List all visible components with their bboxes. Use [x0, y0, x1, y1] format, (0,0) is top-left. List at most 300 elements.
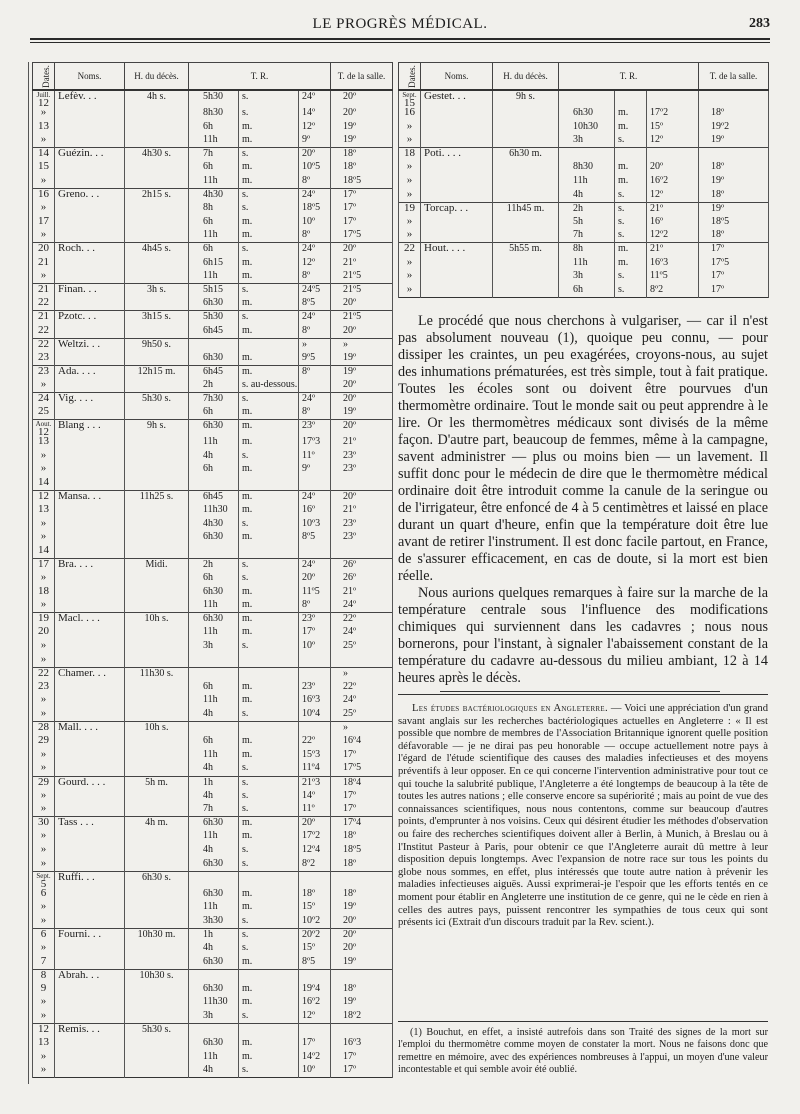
row-death-hour — [125, 257, 189, 271]
row-period: s. — [239, 392, 299, 406]
row-reading-time — [559, 148, 615, 162]
table-row — [33, 229, 393, 243]
row-period: s. — [239, 1010, 299, 1024]
row-period: m. — [239, 161, 299, 175]
row-death-hour — [125, 134, 189, 148]
row-date: 24 — [33, 392, 55, 406]
row-death-hour: 9h50 s. — [125, 338, 189, 352]
row-rectal-temp: 8º — [299, 365, 331, 379]
table-row — [33, 392, 393, 406]
row-reading-time: 6h30 — [189, 531, 239, 545]
row-reading-time: 2h — [559, 202, 615, 216]
row-death-hour — [125, 572, 189, 586]
row-room-temp: 17º — [699, 270, 769, 284]
row-reading-time: 11h30 — [189, 504, 239, 518]
row-death-hour: 11h25 s. — [125, 491, 189, 505]
table-row — [33, 830, 393, 844]
row-name: Tass . . . — [55, 817, 125, 831]
row-rectal-temp: 10º3 — [299, 518, 331, 532]
table-row — [33, 1064, 393, 1078]
row-period: m. — [615, 107, 647, 121]
table-row — [399, 243, 769, 257]
row-room-temp: 17º — [331, 202, 393, 216]
table-row — [33, 365, 393, 379]
row-death-hour — [493, 161, 559, 175]
row-date: » — [33, 229, 55, 243]
row-death-hour — [125, 531, 189, 545]
row-date: » — [33, 790, 55, 804]
row-date: 13 — [33, 504, 55, 518]
table-row — [33, 90, 393, 107]
row-room-temp: 18º — [331, 161, 393, 175]
row-period: s. au-dessous. — [239, 379, 299, 393]
row-date: 23 — [33, 352, 55, 366]
row-period: s. — [615, 284, 647, 298]
table-row — [33, 1010, 393, 1024]
row-death-hour: 10h30 m. — [125, 928, 189, 942]
row-day: 12 — [38, 426, 49, 437]
row-reading-time — [559, 90, 615, 107]
row-room-temp: 20º — [331, 928, 393, 942]
row-name — [55, 572, 125, 586]
row-name — [55, 830, 125, 844]
row-name — [55, 257, 125, 271]
table-row — [33, 762, 393, 776]
row-name — [55, 121, 125, 135]
table-row — [33, 586, 393, 600]
row-rectal-temp — [299, 667, 331, 681]
row-period: m. — [239, 586, 299, 600]
row-rectal-temp: 15º — [299, 942, 331, 956]
section-divider — [398, 694, 768, 695]
row-date: » — [399, 161, 421, 175]
row-period: m. — [239, 270, 299, 284]
row-death-hour — [493, 107, 559, 121]
row-date: 18 — [399, 148, 421, 162]
row-rectal-temp: 10º — [299, 1064, 331, 1078]
row-period: s. — [239, 776, 299, 790]
table-row — [33, 518, 393, 532]
row-room-temp: 17º — [699, 284, 769, 298]
row-name — [55, 229, 125, 243]
row-rectal-temp: » — [299, 338, 331, 352]
row-date: » — [33, 202, 55, 216]
row-death-hour — [125, 586, 189, 600]
row-reading-time: 6h30 — [559, 107, 615, 121]
row-death-hour — [125, 956, 189, 970]
row-rectal-temp: 12º — [299, 257, 331, 271]
row-period: s. — [239, 1064, 299, 1078]
row-death-hour: 5h55 m. — [493, 243, 559, 257]
row-name: Blang . . . — [55, 420, 125, 437]
table-row — [33, 888, 393, 902]
row-room-temp: 18º5 — [331, 844, 393, 858]
row-date: 21 — [33, 284, 55, 298]
row-date: 25 — [33, 406, 55, 420]
row-name: Pzotc. . . — [55, 311, 125, 325]
row-name — [55, 161, 125, 175]
row-name — [55, 858, 125, 872]
row-reading-time — [189, 545, 239, 559]
row-reading-time: 6h30 — [189, 420, 239, 437]
row-rectal-temp: 16º3 — [647, 257, 699, 271]
row-period: m. — [239, 406, 299, 420]
row-rectal-temp: 9º — [299, 134, 331, 148]
row-reading-time: 6h — [189, 406, 239, 420]
row-period: m. — [615, 175, 647, 189]
row-period: s. — [615, 270, 647, 284]
row-room-temp: 21º — [331, 504, 393, 518]
row-death-hour: 10h s. — [125, 613, 189, 627]
row-reading-time: 6h — [189, 121, 239, 135]
table-row — [33, 640, 393, 654]
row-rectal-temp — [299, 1024, 331, 1038]
row-death-hour: 10h30 s. — [125, 969, 189, 983]
row-date: 15 — [33, 161, 55, 175]
table-header-row — [33, 63, 393, 91]
table-row — [33, 477, 393, 491]
row-room-temp — [699, 90, 769, 107]
row-period: s. — [239, 311, 299, 325]
row-room-temp — [699, 148, 769, 162]
row-period: s. — [239, 559, 299, 573]
row-period: m. — [239, 888, 299, 902]
row-date: » — [33, 572, 55, 586]
row-death-hour — [125, 888, 189, 902]
row-rectal-temp: 23º — [299, 420, 331, 437]
table-row — [33, 175, 393, 189]
row-death-hour — [493, 229, 559, 243]
row-day: 15 — [404, 97, 415, 107]
row-date: 14 — [33, 545, 55, 559]
row-rectal-temp: 8º2 — [647, 284, 699, 298]
row-death-hour — [125, 270, 189, 284]
row-reading-time: 6h — [189, 243, 239, 257]
row-rectal-temp: 17º — [299, 1037, 331, 1051]
row-rectal-temp: 14º — [299, 790, 331, 804]
table-body — [399, 90, 769, 297]
row-rectal-temp: 17º3 — [299, 436, 331, 450]
footnote — [398, 1027, 768, 1076]
row-reading-time: 3h30 — [189, 915, 239, 929]
table-row — [399, 161, 769, 175]
row-period: m. — [239, 463, 299, 477]
table-row — [33, 790, 393, 804]
row-rectal-temp: 23º — [299, 613, 331, 627]
row-rectal-temp: 10º2 — [299, 915, 331, 929]
row-death-hour — [125, 202, 189, 216]
row-name — [421, 216, 493, 230]
row-period: s. — [239, 518, 299, 532]
row-rectal-temp: 11º — [299, 803, 331, 817]
row-rectal-temp: 8º5 — [299, 956, 331, 970]
row-rectal-temp: 21º — [647, 243, 699, 257]
row-death-hour — [125, 352, 189, 366]
row-rectal-temp: 24º — [299, 491, 331, 505]
row-rectal-temp: 16º2 — [299, 996, 331, 1010]
row-rectal-temp — [299, 477, 331, 491]
row-death-hour — [493, 189, 559, 203]
row-death-hour: 11h45 m. — [493, 202, 559, 216]
row-room-temp: 19º — [331, 134, 393, 148]
row-period — [239, 722, 299, 736]
row-rectal-temp: 8º5 — [299, 297, 331, 311]
table-row — [33, 463, 393, 477]
row-name: Roch. . . — [55, 243, 125, 257]
row-reading-time: 1h — [189, 776, 239, 790]
row-date: » — [33, 762, 55, 776]
row-reading-time: 11h — [189, 134, 239, 148]
row-period: s. — [239, 450, 299, 464]
row-rectal-temp: 18º5 — [299, 202, 331, 216]
row-reading-time: 2h — [189, 559, 239, 573]
row-room-temp: 25º — [331, 640, 393, 654]
col-dates: Dates. — [399, 63, 421, 91]
row-rectal-temp: 8º — [299, 270, 331, 284]
row-date: » — [33, 640, 55, 654]
row-date: » — [399, 189, 421, 203]
row-date: 14 — [33, 477, 55, 491]
row-death-hour — [125, 107, 189, 121]
row-death-hour: 4h30 s. — [125, 148, 189, 162]
table-row — [33, 450, 393, 464]
row-rectal-temp: 16º2 — [647, 175, 699, 189]
row-death-hour — [125, 749, 189, 763]
row-rectal-temp: 8º — [299, 229, 331, 243]
news-heading: Les études bactériologiques en Angleterre. — [412, 703, 608, 714]
row-death-hour — [125, 545, 189, 559]
table-row — [33, 969, 393, 983]
row-room-temp: 17º — [331, 189, 393, 203]
table-row — [33, 626, 393, 640]
row-room-temp: 19º — [331, 901, 393, 915]
row-death-hour — [125, 477, 189, 491]
header-rule — [30, 38, 770, 40]
row-rectal-temp: 24º — [299, 311, 331, 325]
row-rectal-temp: 10º5 — [299, 161, 331, 175]
row-death-hour — [493, 134, 559, 148]
row-name — [55, 1051, 125, 1065]
table-row — [33, 928, 393, 942]
row-reading-time: 4h — [189, 942, 239, 956]
row-rectal-temp: 12º — [647, 134, 699, 148]
row-date: 19 — [399, 202, 421, 216]
row-name — [55, 983, 125, 997]
row-death-hour — [125, 694, 189, 708]
row-reading-time: 5h30 — [189, 90, 239, 107]
col-rectal-temp: T. R. — [559, 63, 699, 91]
row-rectal-temp: 14º — [299, 107, 331, 121]
row-reading-time: 4h — [189, 450, 239, 464]
row-date: » — [33, 858, 55, 872]
row-reading-time: 11h — [189, 626, 239, 640]
row-death-hour — [125, 901, 189, 915]
row-period — [239, 338, 299, 352]
row-rectal-temp: 16º — [299, 504, 331, 518]
row-reading-time: 3h — [189, 1010, 239, 1024]
row-reading-time: 8h — [559, 243, 615, 257]
row-rectal-temp: 24º5 — [299, 284, 331, 298]
row-period: m. — [615, 161, 647, 175]
row-name: Gestet. . . — [421, 90, 493, 107]
row-room-temp: 18º — [331, 148, 393, 162]
row-date: 12 — [33, 491, 55, 505]
row-death-hour — [125, 803, 189, 817]
row-date: » — [33, 1051, 55, 1065]
row-date: » — [33, 803, 55, 817]
row-name: Finan. . . — [55, 284, 125, 298]
row-room-temp: 19º — [699, 134, 769, 148]
row-rectal-temp: 16º — [647, 216, 699, 230]
row-reading-time: 6h30 — [189, 858, 239, 872]
row-rectal-temp — [647, 148, 699, 162]
row-rectal-temp: 12º — [647, 189, 699, 203]
table-row — [33, 722, 393, 736]
row-period: s. — [239, 790, 299, 804]
row-date: » — [33, 708, 55, 722]
row-reading-time: 6h30 — [189, 297, 239, 311]
row-room-temp: 23º — [331, 450, 393, 464]
row-reading-time: 11h — [189, 749, 239, 763]
row-room-temp: 26º — [331, 559, 393, 573]
row-reading-time — [189, 871, 239, 888]
row-reading-time: 4h — [189, 844, 239, 858]
row-date: 13 — [33, 436, 55, 450]
table-row — [33, 189, 393, 203]
table-row — [33, 531, 393, 545]
row-name — [421, 284, 493, 298]
row-room-temp: 21º — [331, 436, 393, 450]
table-row — [399, 189, 769, 203]
row-rectal-temp: 22º — [299, 735, 331, 749]
row-date: 17 — [33, 559, 55, 573]
row-date: 8 — [33, 969, 55, 983]
row-period: s. — [239, 858, 299, 872]
row-reading-time: 5h30 — [189, 311, 239, 325]
row-period: s. — [239, 915, 299, 929]
row-death-hour — [125, 640, 189, 654]
row-rectal-temp — [299, 871, 331, 888]
row-name — [55, 450, 125, 464]
row-death-hour — [125, 504, 189, 518]
row-period: m. — [239, 681, 299, 695]
row-date: 18 — [33, 586, 55, 600]
row-reading-time — [189, 722, 239, 736]
row-room-temp: 17º5 — [331, 762, 393, 776]
row-reading-time: 3h — [189, 640, 239, 654]
table-row — [33, 311, 393, 325]
row-rectal-temp: 20º2 — [299, 928, 331, 942]
row-date: » — [33, 531, 55, 545]
row-room-temp: 18º — [699, 229, 769, 243]
row-room-temp — [331, 969, 393, 983]
row-room-temp: 23º — [331, 531, 393, 545]
row-reading-time: 6h30 — [189, 352, 239, 366]
row-room-temp: 18º — [331, 983, 393, 997]
row-death-hour — [125, 830, 189, 844]
row-rectal-temp: 15º — [647, 121, 699, 135]
row-month: Aout. — [35, 420, 52, 429]
row-room-temp: 21º — [331, 257, 393, 271]
row-name: Mansa. . . — [55, 491, 125, 505]
row-period: m. — [615, 257, 647, 271]
row-room-temp: 18º — [331, 830, 393, 844]
row-reading-time: 11h — [559, 175, 615, 189]
row-period: m. — [239, 901, 299, 915]
row-reading-time: 6h — [559, 284, 615, 298]
row-date — [33, 90, 55, 107]
row-period: m. — [239, 257, 299, 271]
row-name: Ada. . . . — [55, 365, 125, 379]
page-number: 283 — [749, 16, 770, 31]
row-name — [55, 681, 125, 695]
row-rectal-temp: 15º3 — [299, 749, 331, 763]
row-death-hour — [125, 915, 189, 929]
row-period: m. — [239, 325, 299, 339]
row-room-temp: 16º4 — [331, 735, 393, 749]
row-day: 12 — [38, 97, 49, 107]
row-death-hour: 3h15 s. — [125, 311, 189, 325]
col-dates: Dates. — [33, 63, 55, 91]
row-reading-time: 4h — [189, 708, 239, 722]
row-room-temp: 24º — [331, 599, 393, 613]
row-name: Chamer. . . — [55, 667, 125, 681]
row-rectal-temp — [299, 545, 331, 559]
table-row — [399, 229, 769, 243]
row-name — [55, 749, 125, 763]
row-period: s. — [615, 229, 647, 243]
row-death-hour — [125, 518, 189, 532]
row-reading-time: 6h — [189, 681, 239, 695]
row-death-hour — [125, 790, 189, 804]
row-reading-time: 6h — [189, 161, 239, 175]
row-period: m. — [239, 983, 299, 997]
news-item — [398, 703, 768, 930]
row-period — [239, 667, 299, 681]
row-room-temp: 17º — [699, 243, 769, 257]
row-death-hour: 6h30 m. — [493, 148, 559, 162]
row-period: s. — [239, 708, 299, 722]
row-reading-time: 10h30 — [559, 121, 615, 135]
col-names: Noms. — [421, 63, 493, 91]
row-date: 13 — [33, 121, 55, 135]
row-name — [55, 640, 125, 654]
row-room-temp: 20º — [331, 379, 393, 393]
row-reading-time: 5h — [559, 216, 615, 230]
journal-title: LE PROGRÈS MÉDICAL. — [312, 16, 488, 32]
row-death-hour — [125, 1037, 189, 1051]
row-period: m. — [239, 229, 299, 243]
table-row — [33, 613, 393, 627]
row-reading-time: 4h — [189, 762, 239, 776]
table-row — [33, 284, 393, 298]
row-reading-time: 11h — [189, 1051, 239, 1065]
row-room-temp: 18º5 — [331, 175, 393, 189]
table-row — [33, 1024, 393, 1038]
row-date: » — [33, 1064, 55, 1078]
row-death-hour — [125, 626, 189, 640]
table-row — [33, 504, 393, 518]
row-date: 22 — [33, 325, 55, 339]
table-row — [33, 297, 393, 311]
row-reading-time: 6h45 — [189, 491, 239, 505]
article-paragraph: Nous aurions quelques remarques à faire sur la marche de la température centrale sous l'influence des modifications chimiques qui surviennent dans les cadavres ; nous nous bornerons, pour l'instant, à signaler l'abaissement constant de la température du cadavre au-dessous du milieu ambiant, 12 à 14 heures après le décès. — [398, 585, 768, 686]
row-room-temp: 17º — [331, 1064, 393, 1078]
row-room-temp: 17º5 — [331, 229, 393, 243]
row-date: 22 — [33, 667, 55, 681]
row-rectal-temp: 8º — [299, 325, 331, 339]
row-death-hour — [125, 216, 189, 230]
